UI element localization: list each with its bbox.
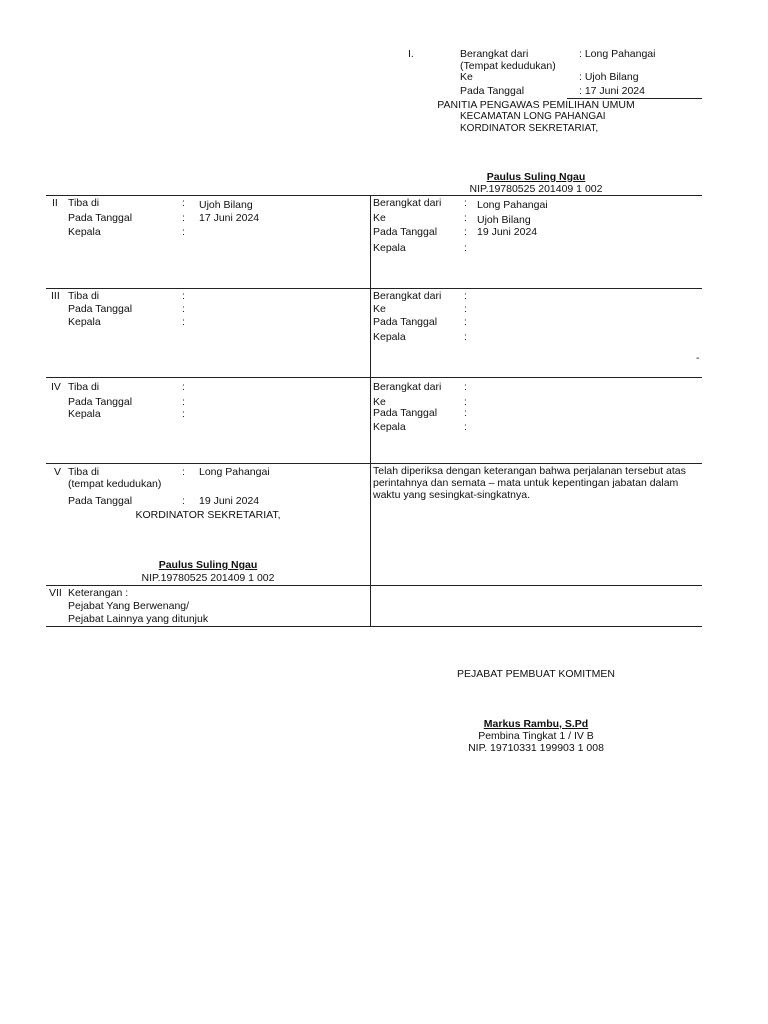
colon: : (182, 212, 185, 224)
tiba-value: Ujoh Bilang (199, 199, 253, 211)
signer-nip: NIP.19780525 201409 1 002 (469, 183, 603, 195)
colon: : (464, 396, 467, 408)
ke-label: Ke (373, 212, 386, 224)
signer-name: Paulus Suling Ngau (158, 559, 258, 571)
colon: : (464, 242, 467, 254)
colon: : (182, 316, 185, 328)
tiba-value: Long Pahangai (199, 466, 270, 478)
tiba-label: Tiba di (68, 466, 100, 478)
kepala-label: Kepala (68, 408, 101, 420)
colon: : (182, 466, 185, 478)
tanggal-value: 17 Juni 2024 (199, 212, 260, 224)
tiba-sublabel: (tempat kedudukan) (68, 478, 162, 490)
table-bottom-border (46, 626, 702, 627)
colon: : (182, 396, 185, 408)
tiba-label: Tiba di (68, 197, 100, 209)
colon: : (182, 226, 185, 238)
keterangan-line-2: Pejabat Lainnya yang ditunjuk (68, 613, 209, 625)
colon: : (182, 495, 185, 507)
tanggal-value: 19 Juni 2024 (199, 495, 260, 507)
ppk-title: PEJABAT PEMBUAT KOMITMEN (457, 668, 615, 680)
colon: : (464, 421, 467, 433)
berangkat-sublabel: (Tempat kedudukan) (460, 60, 556, 72)
tanggal-label: Pada Tanggal (373, 226, 438, 238)
ke-value: : Ujoh Bilang (579, 71, 639, 83)
org-line-2: KECAMATAN LONG PAHANGAI (460, 111, 606, 122)
colon: : (182, 197, 185, 209)
row-iii-bottom-border (46, 377, 702, 378)
tiba-label: Tiba di (68, 290, 100, 302)
roman-numeral-iii: III (51, 290, 60, 302)
colon: : (464, 331, 467, 343)
tanggal-label: Pada Tanggal (373, 407, 438, 419)
kepala-label: Kepala (68, 226, 101, 238)
ppk-name: Markus Rambu, S.Pd (483, 718, 589, 730)
tanggal-value: : 17 Juni 2024 (579, 85, 645, 97)
ke-label: Ke (373, 303, 386, 315)
row-iv-bottom-border (46, 463, 702, 464)
ppk-nip: NIP. 19710331 199903 1 008 (468, 742, 604, 754)
berangkat-value: Long Pahangai (477, 199, 548, 211)
colon: : (464, 316, 467, 328)
ke-label: Ke (460, 71, 473, 83)
colon: : (182, 381, 185, 393)
tanggal-label: Pada Tanggal (68, 303, 133, 315)
tanggal-label: Pada Tanggal (68, 495, 133, 507)
table-top-border (46, 195, 702, 196)
tanggal-value: 19 Juni 2024 (477, 226, 538, 238)
colon: : (464, 290, 467, 302)
roman-numeral-v: V (54, 466, 62, 478)
tanggal-label: Pada Tanggal (68, 396, 133, 408)
verification-statement: Telah diperiksa dengan keterangan bahwa perjalanan tersebut atas perintahnya dan semata – mata untuk kepentingan jabatan dalam waktu yang sesingkat-singkatnya. (373, 465, 686, 501)
signer-nip: NIP.19780525 201409 1 002 (141, 572, 275, 584)
colon: : (182, 290, 185, 302)
kordinator-title: KORDINATOR SEKRETARIAT, (135, 509, 281, 521)
kepala-label: Kepala (68, 316, 101, 328)
colon: : (464, 407, 467, 419)
colon: : (464, 303, 467, 315)
kepala-label: Kepala (373, 242, 406, 254)
colon: : (464, 197, 467, 209)
kepala-label: Kepala (373, 421, 406, 433)
ppk-rank: Pembina Tingkat 1 / IV B (478, 730, 594, 742)
kepala-label: Kepala (373, 331, 406, 343)
berangkat-label: Berangkat dari (460, 48, 529, 60)
roman-numeral-vii: VII (49, 587, 62, 599)
keterangan-label: Keterangan : (68, 587, 129, 599)
tanggal-label: Pada Tanggal (373, 316, 438, 328)
roman-numeral-iv: IV (51, 381, 61, 393)
dash-mark: - (696, 352, 700, 364)
colon: : (464, 212, 467, 224)
tiba-label: Tiba di (68, 381, 100, 393)
tanggal-label: Pada Tanggal (68, 212, 133, 224)
colon: : (182, 303, 185, 315)
berangkat-label: Berangkat dari (373, 381, 442, 393)
roman-numeral-i: I. (408, 48, 414, 60)
keterangan-line-1: Pejabat Yang Berwenang/ (68, 600, 190, 612)
berangkat-value: : Long Pahangai (579, 48, 656, 60)
ke-label: Ke (373, 396, 386, 408)
ke-value: Ujoh Bilang (477, 214, 531, 226)
org-line-1: PANITIA PENGAWAS PEMILIHAN UMUM (437, 99, 635, 111)
table-center-divider (370, 195, 371, 627)
signer-name: Paulus Suling Ngau (486, 171, 586, 183)
row-ii-bottom-border (46, 288, 702, 289)
berangkat-label: Berangkat dari (373, 290, 442, 302)
colon: : (182, 408, 185, 420)
tanggal-label: Pada Tanggal (460, 85, 525, 97)
colon: : (464, 226, 467, 238)
colon: : (464, 381, 467, 393)
roman-numeral-ii: II (52, 197, 58, 209)
row-v-bottom-border (46, 585, 702, 586)
berangkat-label: Berangkat dari (373, 197, 442, 209)
org-line-3: KORDINATOR SEKRETARIAT, (460, 123, 599, 134)
